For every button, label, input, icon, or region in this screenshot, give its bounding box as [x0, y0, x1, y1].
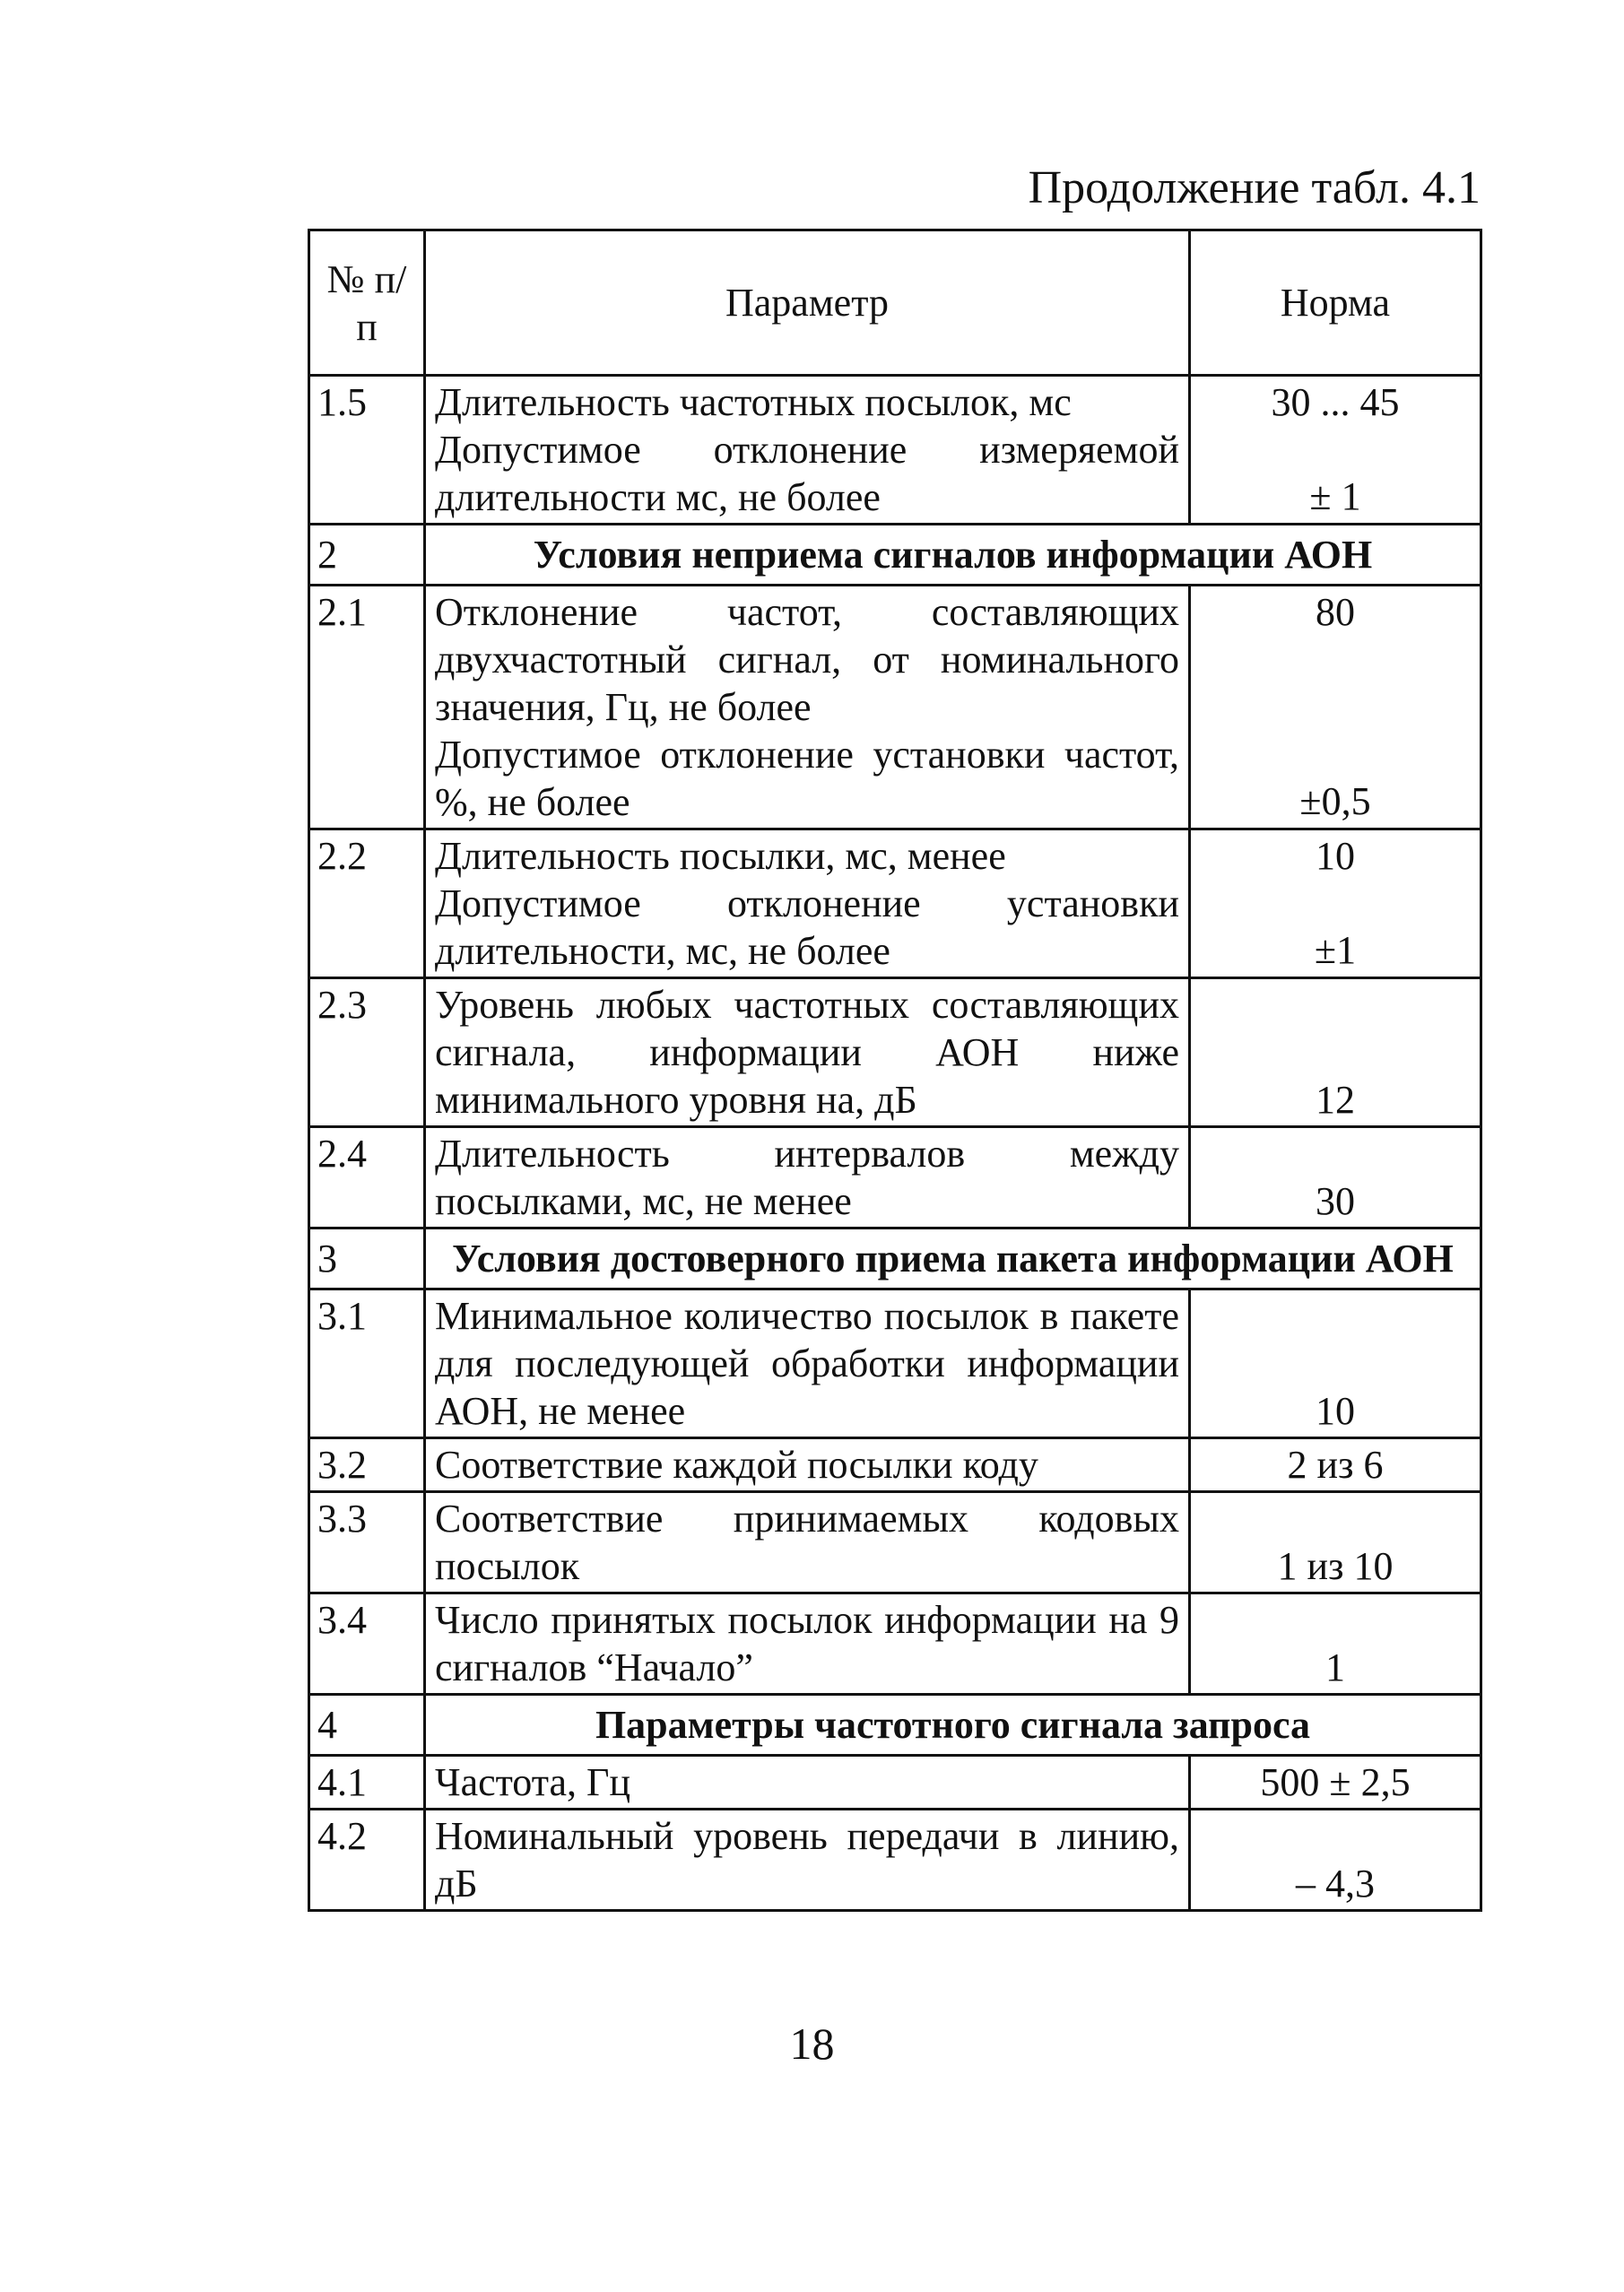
norm-value: ±1	[1314, 928, 1357, 972]
norm-value: 1	[1325, 1645, 1345, 1689]
parameter-text: Отклонение частот, составляющих двухчастотный сигнал, от номинального значения, Гц, не более	[435, 590, 1179, 729]
section-title: Условия достоверного приема пакета информации АОН	[425, 1228, 1481, 1289]
page-number: 18	[789, 2019, 835, 2069]
column-header-norm: Норма	[1190, 230, 1481, 376]
norm-value: – 4,3	[1296, 1862, 1375, 1906]
table-caption: Продолжение табл. 4.1	[1028, 162, 1481, 213]
norm-cell	[1190, 586, 1481, 829]
parameter-cell	[425, 1289, 1190, 1438]
section-title: Параметры частотного сигнала запроса	[425, 1695, 1481, 1756]
parameter-text: Длительность посылки, мс, менее	[435, 834, 1006, 878]
row-number: 4.2	[309, 1810, 425, 1911]
norm-value: ±0,5	[1299, 779, 1371, 823]
parameter-cell	[425, 1810, 1190, 1911]
norm-cell	[1190, 829, 1481, 978]
parameter-text: Допустимое отклонение измеряемой длительности мс, не более	[435, 428, 1179, 519]
parameter-cell	[425, 1593, 1190, 1695]
norm-cell	[1190, 1127, 1481, 1228]
norm-values-wrap	[1196, 378, 1474, 520]
norm-values-wrap	[1196, 588, 1474, 825]
parameter-text: Допустимое отклонение установки частот, %, не более	[435, 733, 1179, 824]
table-row	[309, 1438, 1481, 1492]
table-header-row	[309, 230, 1481, 376]
parameter-text: Уровень любых частотных составляющих сигнала, информации АОН ниже минимального уровня на, дБ	[435, 983, 1179, 1122]
table-row	[309, 1127, 1481, 1228]
row-number: 3.1	[309, 1289, 425, 1438]
norm-cell	[1190, 1756, 1481, 1810]
table-row	[309, 586, 1481, 829]
norm-value: 1 из 10	[1277, 1544, 1394, 1588]
norm-value: 500 ± 2,5	[1260, 1760, 1411, 1804]
table-row	[309, 1810, 1481, 1911]
norm-value: 12	[1316, 1078, 1355, 1122]
parameter-text: Номинальный уровень передачи в линию, дБ	[435, 1814, 1179, 1906]
section-row	[309, 1695, 1481, 1756]
parameter-text: Длительность интервалов между посылками, мс, не менее	[435, 1132, 1179, 1223]
row-number: 1.5	[309, 376, 425, 525]
parameter-text: Частота, Гц	[435, 1760, 631, 1804]
norm-value: 2 из 6	[1287, 1443, 1384, 1487]
norm-value: ± 1	[1309, 474, 1361, 518]
parameter-cell	[425, 978, 1190, 1127]
row-number: 2.2	[309, 829, 425, 978]
norm-cell	[1190, 376, 1481, 525]
parameter-cell	[425, 1438, 1190, 1492]
norm-value: 10	[1316, 1389, 1355, 1433]
parameter-cell	[425, 1492, 1190, 1593]
row-number: 2.4	[309, 1127, 425, 1228]
norm-cell	[1190, 978, 1481, 1127]
section-title: Условия неприема сигналов информации АОН	[425, 525, 1481, 586]
row-number: 4	[309, 1695, 425, 1756]
parameter-cell	[425, 1756, 1190, 1810]
row-number: 3.2	[309, 1438, 425, 1492]
parameter-text: Допустимое отклонение установки длительности, мс, не более	[435, 881, 1179, 973]
table-row	[309, 1593, 1481, 1695]
norm-cell	[1190, 1810, 1481, 1911]
norm-cell	[1190, 1289, 1481, 1438]
section-row	[309, 525, 1481, 586]
row-number: 3	[309, 1228, 425, 1289]
norm-value: 80	[1316, 590, 1355, 634]
table-row	[309, 829, 1481, 978]
parameter-cell	[425, 376, 1190, 525]
column-header-number: № п/п	[309, 230, 425, 376]
table-row	[309, 1289, 1481, 1438]
table-body	[309, 376, 1481, 1911]
norm-cell	[1190, 1593, 1481, 1695]
row-number: 2.1	[309, 586, 425, 829]
norm-value: 30	[1316, 1179, 1355, 1223]
norm-value: 30 ... 45	[1271, 380, 1400, 424]
parameter-text: Число принятых посылок информации на 9 сигналов “Начало”	[435, 1598, 1179, 1689]
parameters-table	[308, 229, 1482, 1912]
table-row	[309, 376, 1481, 525]
parameter-text: Длительность частотных посылок, мс	[435, 380, 1072, 424]
norm-cell	[1190, 1438, 1481, 1492]
norm-cell	[1190, 1492, 1481, 1593]
section-row	[309, 1228, 1481, 1289]
row-number: 3.3	[309, 1492, 425, 1593]
parameter-text: Минимальное количество посылок в пакете для последующей обработки информации АОН, не менее	[435, 1294, 1179, 1433]
row-number: 2.3	[309, 978, 425, 1127]
parameter-text: Соответствие принимаемых кодовых посылок	[435, 1497, 1179, 1588]
table-row	[309, 1492, 1481, 1593]
norm-value: 10	[1316, 834, 1355, 878]
row-number: 4.1	[309, 1756, 425, 1810]
parameter-cell	[425, 829, 1190, 978]
norm-values-wrap	[1196, 832, 1474, 974]
table-row	[309, 1756, 1481, 1810]
parameter-text: Соответствие каждой посылки коду	[435, 1443, 1038, 1487]
row-number: 2	[309, 525, 425, 586]
column-header-parameter: Параметр	[425, 230, 1190, 376]
table-row	[309, 978, 1481, 1127]
parameter-cell	[425, 1127, 1190, 1228]
parameter-cell	[425, 586, 1190, 829]
row-number: 3.4	[309, 1593, 425, 1695]
